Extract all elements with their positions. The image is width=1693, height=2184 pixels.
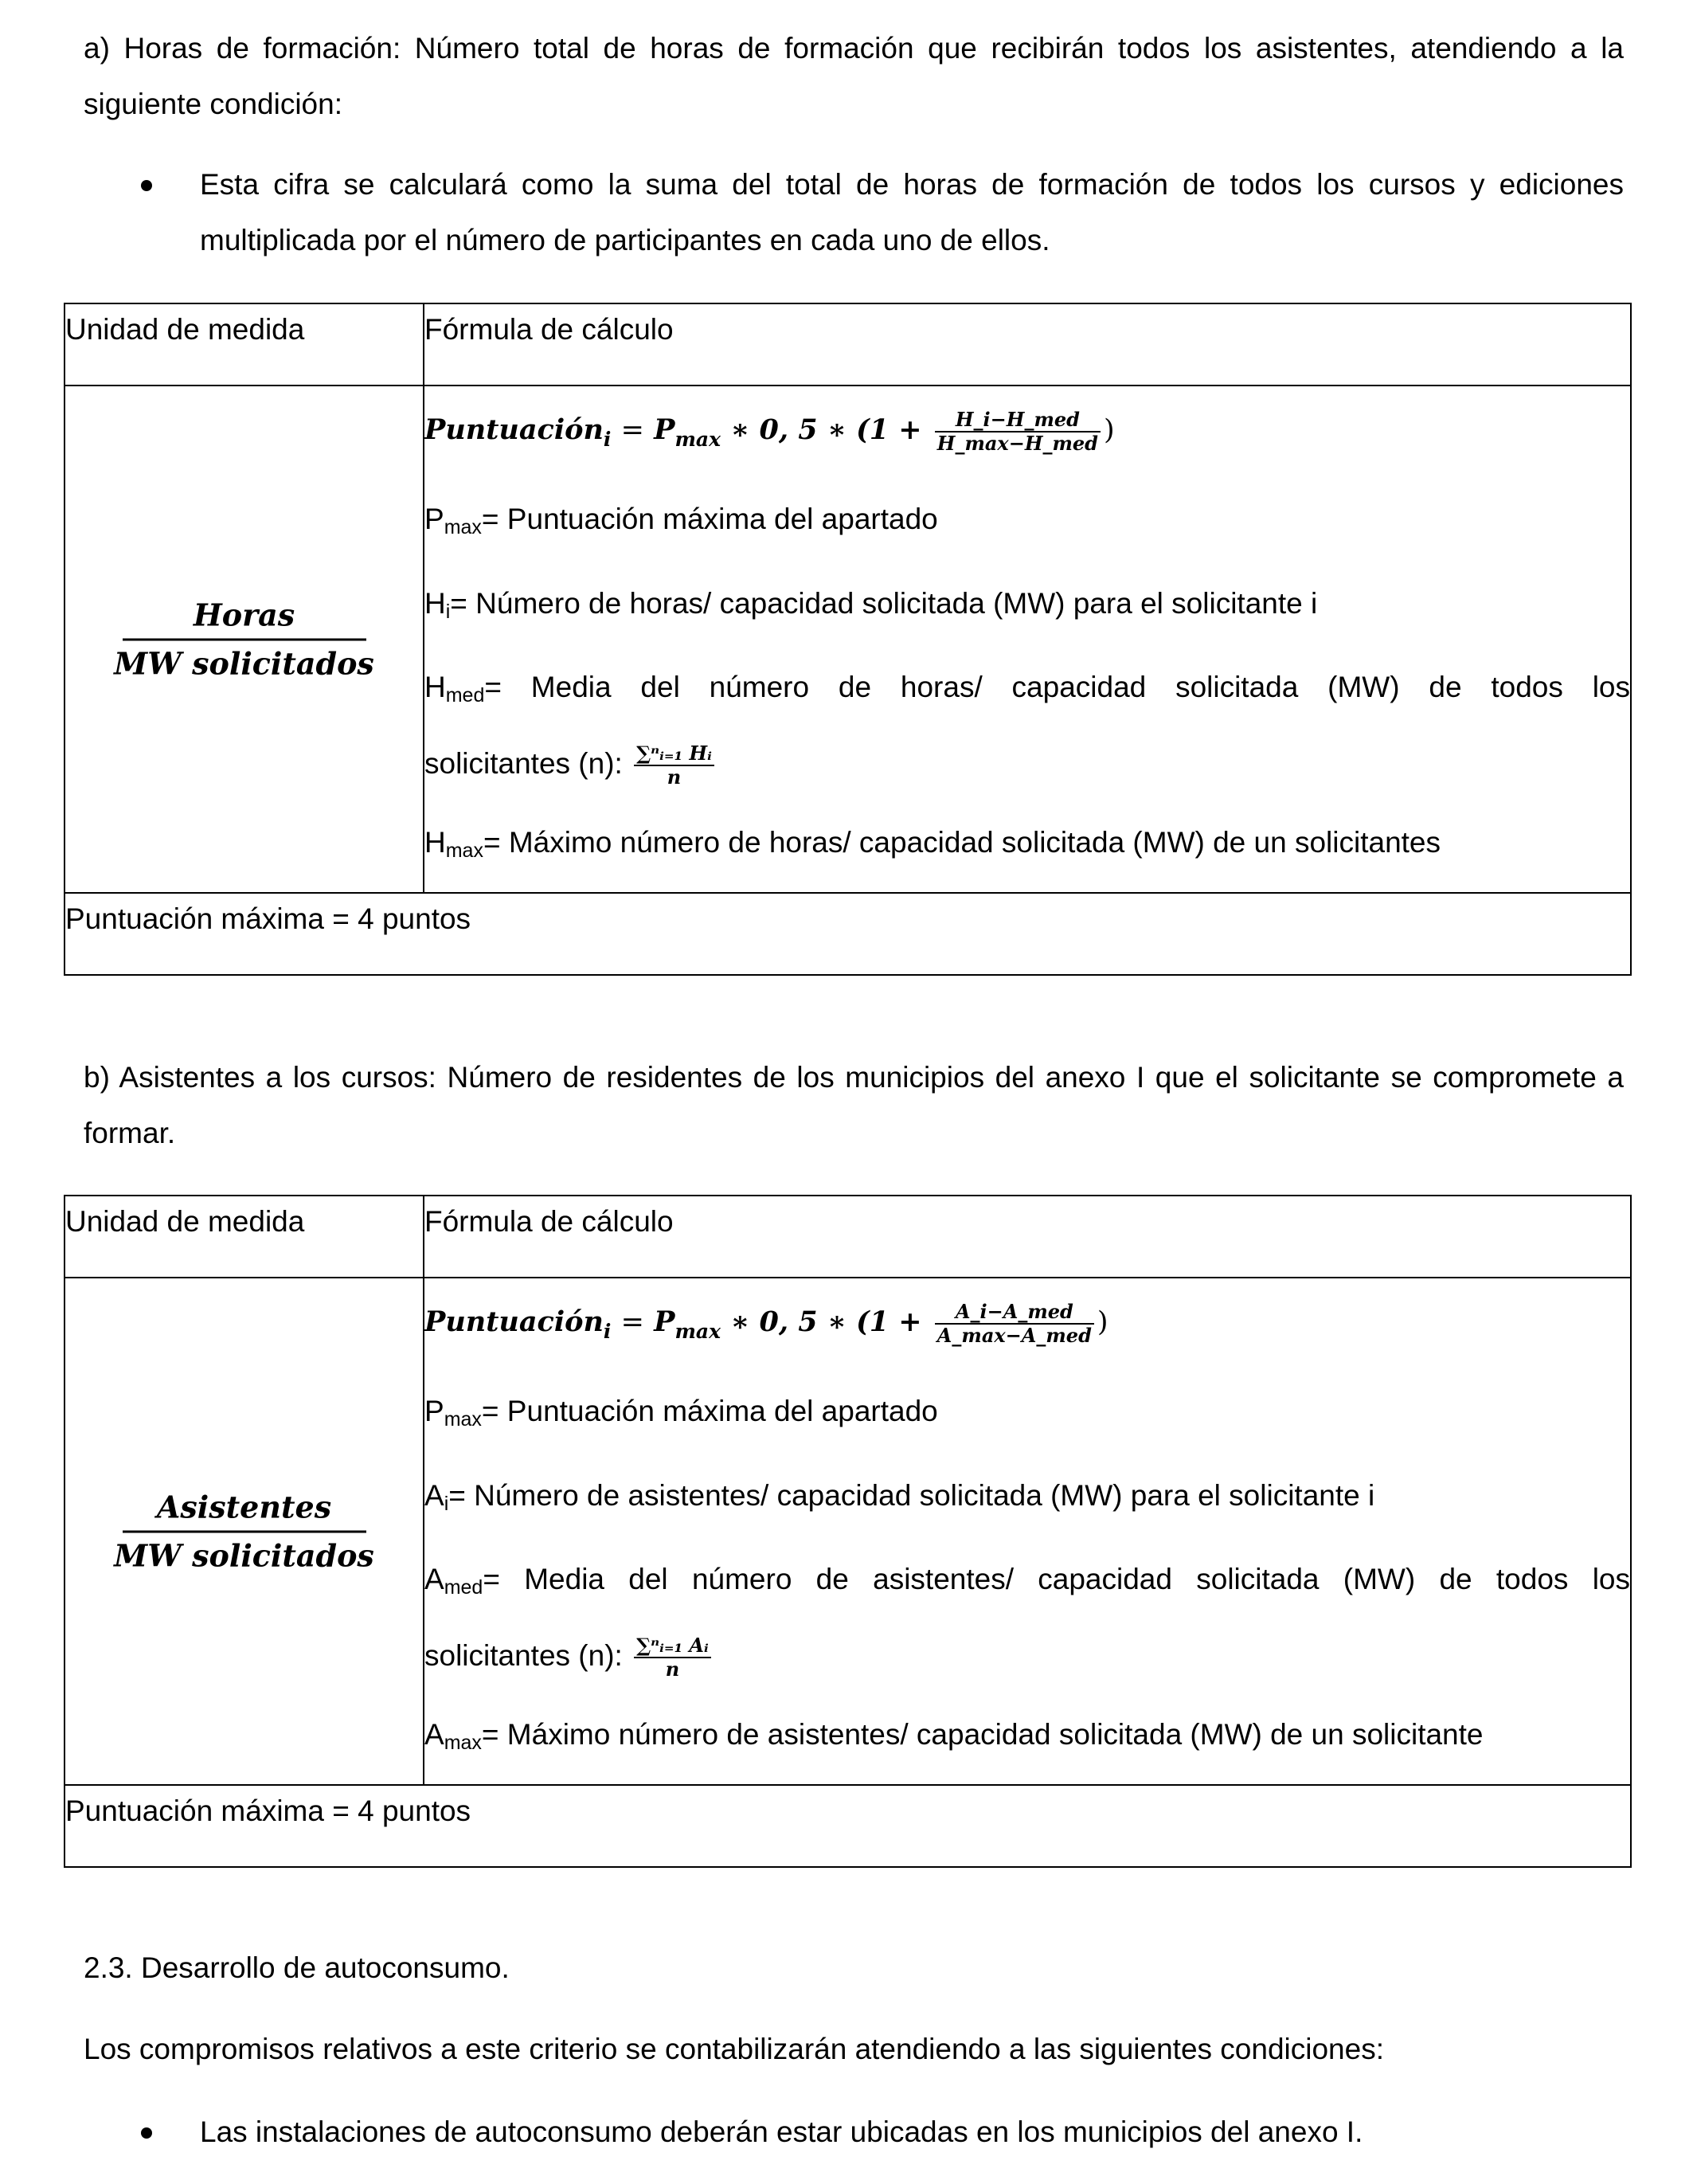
def-ai-subscript: i	[444, 1493, 449, 1515]
max-score: Puntuación máxima = 4 puntos	[65, 893, 1631, 975]
sum-fraction	[634, 1634, 711, 1681]
def-amax-symbol: A	[424, 1718, 444, 1751]
def-amed-subscript: med	[444, 1576, 483, 1599]
def-ai-symbol: A	[424, 1479, 444, 1512]
def-pmax-subscript: max	[444, 516, 482, 538]
formula-pmax: P	[654, 1305, 675, 1338]
def-pmax	[424, 479, 1630, 563]
def-amed	[424, 1540, 1630, 1622]
def-amed-cont-text: solicitantes (n):	[424, 1639, 623, 1672]
section-2-3-heading: 2.3. Desarrollo de autoconsumo.	[84, 1951, 510, 1984]
def-pmax-symbol: P	[424, 1395, 444, 1427]
def-hmax	[424, 797, 1630, 891]
formula-cell	[424, 386, 1631, 893]
formula-header: Fórmula de cálculo	[424, 303, 1631, 386]
formula-pmax-sub: max	[674, 428, 721, 451]
sum-fraction	[634, 742, 714, 789]
def-hi-text: = Número de horas/ capacidad solicitada (MW) para el solicitante i	[450, 587, 1318, 620]
def-ai	[424, 1455, 1630, 1540]
section-a-bullet-text: Esta cifra se calculará como la suma del total de horas de formación de todos los cursos y ediciones multiplicada por el número de participantes en cada uno de ellos.	[200, 168, 1624, 256]
fraction-bar	[123, 1530, 366, 1532]
unit-denominator: MW solicitados	[114, 1537, 374, 1573]
formula-pmax-sub: max	[674, 1320, 721, 1343]
sum-numerator: ∑ⁿᵢ₌₁ Aᵢ	[634, 1634, 711, 1658]
def-amax	[424, 1689, 1630, 1783]
formula-fraction-den: H_max−H_med	[936, 431, 1098, 455]
def-hi-symbol: H	[424, 587, 446, 620]
def-amed-symbol: A	[424, 1563, 444, 1595]
def-amax-subscript: max	[444, 1732, 482, 1754]
score-formula: Puntuación$_i$ = $P_{max}$ ∗ 0, 5 ∗ (1 + $\frac{\text{A\_i−A\_med}}{\text{A\_max−A\_med}}$ )	[424, 1299, 1108, 1347]
formula-lhs-sub: i	[603, 428, 612, 451]
criteria-table-b	[64, 1195, 1632, 1868]
formula-fraction	[935, 409, 1101, 455]
def-hi-subscript: i	[445, 601, 451, 623]
score-formula: Puntuación$_i$ = $P_{max}$ ∗ 0, 5 ∗ (1 + $\frac{\text{H\_i−H\_med}}{\text{H\_max−H\_med}}$ )	[424, 407, 1115, 455]
bullet-icon	[141, 2127, 152, 2139]
def-hmax-symbol: H	[424, 826, 446, 859]
def-pmax-subscript: max	[444, 1408, 482, 1431]
def-pmax-symbol: P	[424, 503, 444, 535]
bullet-icon	[141, 180, 152, 191]
formula-fraction-num: A_i−A_med	[935, 1301, 1094, 1325]
section-a-intro: a) Horas de formación: Número total de horas de formación que recibirán todos los asistentes, atendiendo a la siguiente condición:	[84, 32, 1624, 120]
unit-fraction	[65, 1485, 423, 1577]
formula-fraction	[935, 1301, 1094, 1347]
def-hmed-subscript: med	[445, 684, 485, 706]
sum-denominator: n	[665, 1658, 680, 1681]
def-pmax	[424, 1371, 1630, 1455]
formula-lhs-sub: i	[603, 1320, 612, 1343]
unit-header: Unidad de medida	[65, 303, 424, 386]
section-b-intro: b) Asistentes a los cursos: Número de residentes de los municipios del anexo I que el solicitante se compromete a formar.	[84, 1061, 1624, 1149]
formula-rest: ∗ 0, 5 ∗ (1 +	[730, 413, 922, 446]
formula-close: )	[1097, 1306, 1108, 1338]
formula-fraction-num: H_i−H_med	[935, 409, 1101, 432]
sum-numerator: ∑ⁿᵢ₌₁ Hᵢ	[634, 742, 714, 766]
formula-close: )	[1103, 414, 1115, 446]
unit-cell	[65, 386, 424, 893]
def-hmax-text: = Máximo número de horas/ capacidad solicitada (MW) de un solicitantes	[483, 826, 1441, 859]
def-hmax-subscript: max	[445, 840, 483, 862]
unit-cell	[65, 1278, 424, 1785]
formula-cell	[424, 1278, 1631, 1785]
formula-pmax: P	[654, 413, 675, 446]
def-amax-text: = Máximo número de asistentes/ capacidad solicitada (MW) de un solicitante	[481, 1718, 1484, 1751]
section-2-3-intro: Los compromisos relativos a este criterio se contabilizarán atendiendo a las siguientes condiciones:	[84, 2033, 1384, 2065]
unit-denominator: MW solicitados	[114, 645, 374, 681]
unit-header: Unidad de medida	[65, 1196, 424, 1278]
sum-denominator: n	[667, 765, 682, 789]
def-hi	[424, 563, 1630, 648]
def-hmed	[424, 648, 1630, 730]
def-pmax-text: = Puntuación máxima del apartado	[481, 503, 938, 535]
fraction-bar	[123, 638, 366, 640]
def-hmed-symbol: H	[424, 671, 446, 703]
section-2-3-bullet-text: Las instalaciones de autoconsumo deberán estar ubicadas en los municipios del anexo I.	[200, 2116, 1363, 2148]
section-a-bullet	[84, 157, 1624, 268]
def-amed-cont	[424, 1622, 1630, 1689]
criteria-table-a	[64, 303, 1632, 976]
unit-numerator: Horas	[193, 597, 295, 632]
def-hmed-cont-text: solicitantes (n):	[424, 747, 623, 780]
def-hmed-text: = Media del número de horas/ capacidad solicitada (MW) de todos los	[484, 671, 1630, 703]
unit-fraction	[65, 593, 423, 685]
formula-lhs: Puntuación	[424, 413, 604, 446]
def-hmed-cont	[424, 730, 1630, 797]
section-2-3-bullet	[84, 2104, 1624, 2160]
def-ai-text: = Número de asistentes/ capacidad solicitada (MW) para el solicitante i	[448, 1479, 1375, 1512]
formula-lhs: Puntuación	[424, 1305, 604, 1338]
unit-numerator: Asistentes	[156, 1489, 332, 1524]
def-pmax-text: = Puntuación máxima del apartado	[481, 1395, 938, 1427]
formula-fraction-den: A_max−A_med	[936, 1323, 1092, 1347]
max-score: Puntuación máxima = 4 puntos	[65, 1785, 1631, 1867]
formula-header: Fórmula de cálculo	[424, 1196, 1631, 1278]
def-amed-text: = Media del número de asistentes/ capacidad solicitada (MW) de todos los	[483, 1563, 1630, 1595]
formula-rest: ∗ 0, 5 ∗ (1 +	[730, 1305, 922, 1338]
